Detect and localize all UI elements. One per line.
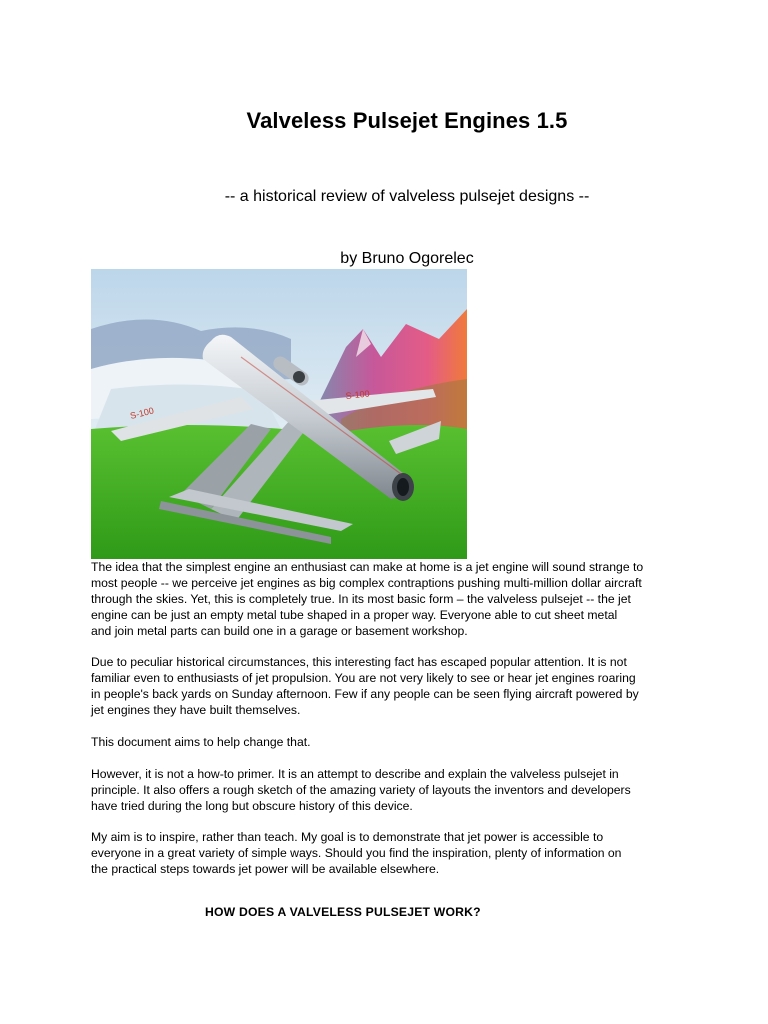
body-text	[91, 560, 691, 894]
wing-marking-right: S-100	[345, 388, 371, 401]
paragraph-1: The idea that the simplest engine an enthusiast can make at home is a jet engine will sound strange to most people -- we perceive jet engines as big complex contraptions pushing multi-million dollar aircraft through the skies. Yet, this is completely true. In its most basic form – the valveless pulsejet -- the jet engine can be just an empty metal tube shaped in a proper way. Everyone able to cut sheet metal and join metal parts can build one in a garage or basement workshop.	[91, 560, 644, 638]
paragraph-2: Due to peculiar historical circumstances, this interesting fact has escaped popular attention. It is not familiar even to enthusiasts of jet propulsion. You are not very likely to see or hear jet engines roaring in people's back yards on Sunday afternoon. Few if any people can be seen flying aircraft powered by jet engines they have built themselves.	[91, 655, 639, 718]
document-subtitle: -- a historical review of valveless pulsejet designs --	[224, 188, 590, 205]
document-author: by Bruno Ogorelec	[340, 250, 474, 267]
paragraph-4: However, it is not a how-to primer. It is an attempt to describe and explain the valveless pulsejet in principle. It also offers a rough sketch of the amazing variety of layouts the inventors and developers have tried during the long but obscure history of this device.	[91, 766, 631, 813]
drone-photo-graphic	[91, 269, 467, 559]
paragraph-5: My aim is to inspire, rather than teach. My goal is to demonstrate that jet power is accessible to everyone in a great variety of simple ways. Should you find the inspiration, plenty of information on the practical steps towards jet power will be available elsewhere.	[91, 830, 622, 877]
drone-photo	[91, 269, 467, 559]
document-title: Valveless Pulsejet Engines 1.5	[246, 108, 568, 133]
paragraph-3: This document aims to help change that.	[91, 734, 311, 749]
section-heading: HOW DOES A VALVELESS PULSEJET WORK?	[205, 905, 481, 919]
wing-marking-left: S-100	[129, 405, 155, 421]
